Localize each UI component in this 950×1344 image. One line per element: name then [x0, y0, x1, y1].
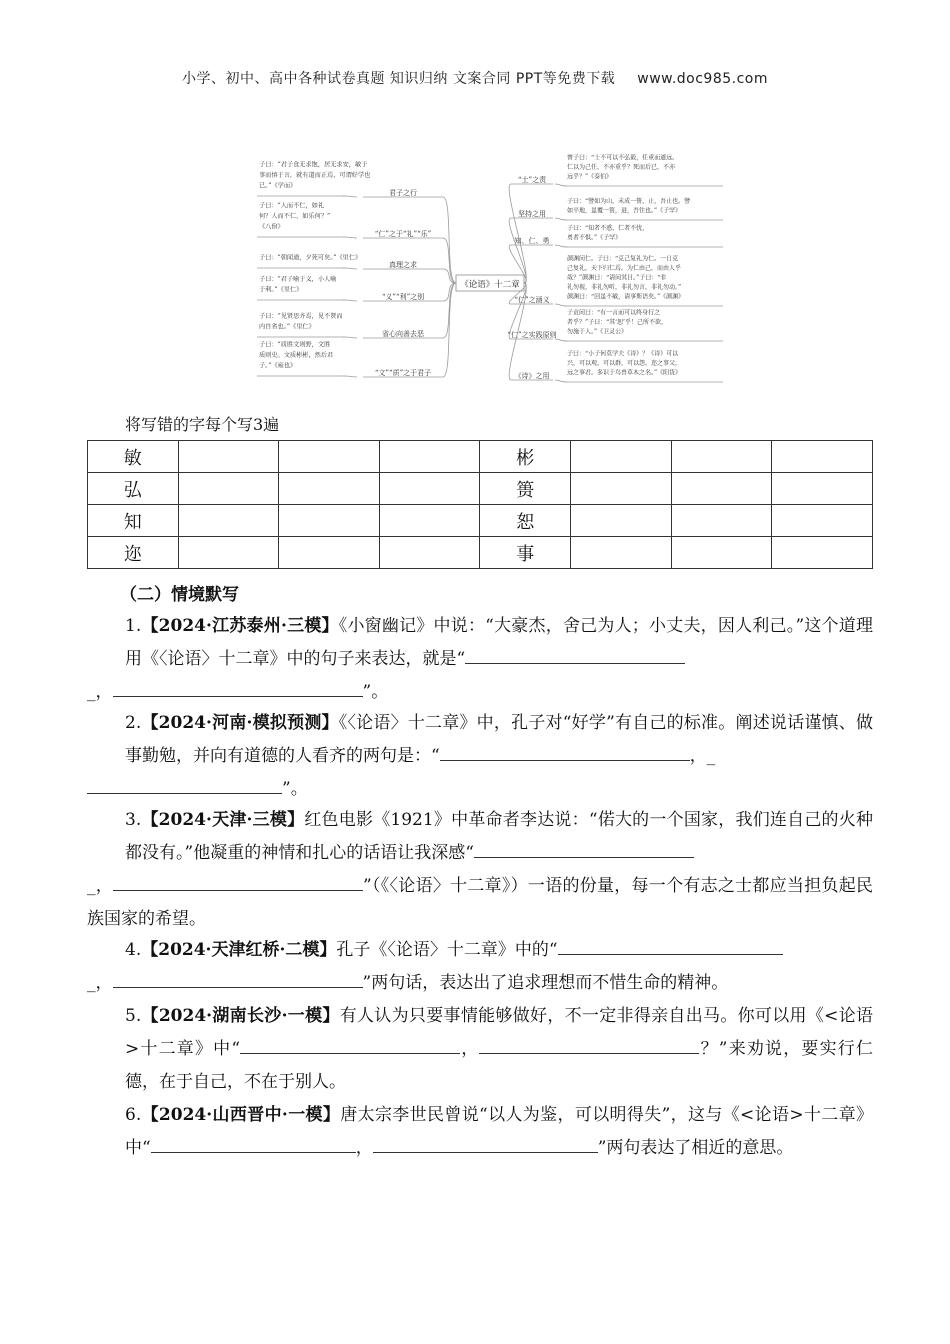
mindmap-node: “义”“利”之别	[381, 293, 425, 301]
mindmap-quote: 己复礼，天下归仁焉。为仁由己，而由人乎	[567, 265, 682, 272]
practice-cell[interactable]	[379, 505, 480, 537]
char-cell: 迩	[88, 537, 179, 569]
mindmap-node: “仁”之于“礼”“乐”	[374, 230, 432, 238]
practice-cell[interactable]	[178, 441, 279, 473]
instruction: 将写错的字每个写3遍	[125, 415, 280, 434]
practice-cell[interactable]	[772, 441, 873, 473]
char-cell: 恕	[480, 505, 571, 537]
practice-cell[interactable]	[671, 441, 772, 473]
mindmap-quote: 子曰：“人而不仁，如礼	[259, 202, 325, 210]
mindmap-node: 君子之行	[389, 189, 417, 197]
answer-blank[interactable]	[465, 645, 685, 664]
practice-cell[interactable]	[772, 505, 873, 537]
mindmap-quote: 子曰：“质胜文则野，文胜	[259, 341, 331, 349]
mindmap-node: “文”“质”之于君子	[374, 369, 432, 377]
mindmap-node: “士”之责	[517, 176, 547, 184]
mindmap-node: 坚持之用	[518, 210, 546, 218]
question-5: 5.【2024·湖南长沙·一模】有人认为只要事情能够做好，不一定非得亲自出马。你可以用《<论语>十二章》中“ ， ？”来劝说，要实行仁德，在于自己，不在于别人。	[125, 1006, 873, 1092]
char-cell: 敏	[88, 441, 179, 473]
answer-blank[interactable]	[87, 775, 282, 794]
char-row	[88, 441, 873, 473]
question-6: 6.【2024·山西晋中·一模】唐太宗李世民曾说“以人为鉴，可以明得失”，这与《<论语>十二章》中“ ， ”两句表达了相近的意思。	[125, 1105, 873, 1158]
practice-cell[interactable]	[571, 441, 672, 473]
practice-cell[interactable]	[379, 441, 480, 473]
practice-cell[interactable]	[178, 537, 279, 569]
practice-cell[interactable]	[178, 473, 279, 505]
mindmap-quote: 勇者不惧。”《子罕》	[567, 234, 622, 242]
answer-blank[interactable]	[151, 1134, 356, 1153]
mindmap-quote: 事而慎于言，就有道而正焉，可谓好学也	[259, 172, 371, 179]
practice-cell[interactable]	[178, 505, 279, 537]
mindmap-quote: 者乎？”子曰：“其‘恕’乎！己所不欲，	[567, 319, 667, 326]
mindmap-node: 知、仁、勇	[514, 237, 550, 245]
mindmap-quote: 如平地，虽覆一篑，进，吾往也。”《子罕》	[567, 207, 682, 215]
question-2: 2.【2024·河南·模拟预测】《〈论语〉十二章》中，孔子对“好学”有自己的标准。阐述说话谨慎、做事勤勉，并向有道德的人看齐的两句是：“ ，_ ”。	[87, 707, 873, 806]
mindmap-node: “仁”之实践原则	[507, 331, 557, 339]
mindmap-quote: 于利。”《里仁》	[259, 286, 303, 294]
mindmap-quote: 礼勿视，非礼勿听，非礼勿言，非礼勿动。”	[567, 284, 682, 291]
mindmap-quote: 质则史。文质彬彬，然后君	[259, 352, 334, 359]
char-cell: 弘	[88, 473, 179, 505]
answer-blank[interactable]	[474, 839, 694, 858]
mindmap-quote: 子贡问曰：“有一言而可以终身行之	[567, 309, 661, 317]
practice-cell[interactable]	[279, 537, 380, 569]
mindmap-quote: 《八佾》	[259, 223, 284, 231]
mindmap-node: “仁”之涵义	[514, 296, 550, 304]
practice-cell[interactable]	[772, 537, 873, 569]
header-text: 小学、初中、高中各种试卷真题 知识归纳 文案合同 PPT等免费下载	[181, 71, 616, 87]
char-cell: 彬	[480, 441, 571, 473]
header-site: www.doc985.com	[637, 71, 769, 87]
mindmap-quote: 子曰：“见贤思齐焉，见不贤而	[259, 313, 343, 320]
mindmap-node: 省心向善去恶	[382, 330, 424, 338]
section-title: （二）情境默写	[120, 585, 239, 605]
answer-blank[interactable]	[113, 969, 363, 988]
practice-cell[interactable]	[571, 473, 672, 505]
mindmap-quote: 子曰：“小子何莫学夫《诗》？《诗》可以	[567, 350, 679, 358]
practice-cell[interactable]	[671, 473, 772, 505]
char-cell: 知	[88, 505, 179, 537]
answer-blank[interactable]	[240, 1035, 460, 1054]
answer-blank[interactable]	[373, 1134, 598, 1153]
practice-cell[interactable]	[379, 473, 480, 505]
char-row	[88, 473, 873, 505]
answer-blank[interactable]	[558, 936, 783, 955]
practice-cell[interactable]	[772, 473, 873, 505]
mindmap-quote: 哉？”颜渊曰：“请问其目。”子曰：“非	[567, 274, 667, 282]
char-cell: 篑	[480, 473, 571, 505]
mindmap-quote: 颜渊曰：“回虽不敏，请事斯语矣。”《颜渊》	[567, 293, 685, 301]
mind-map	[253, 152, 728, 392]
mindmap-quote: 勿施于人。”《卫灵公》	[567, 328, 628, 336]
mindmap-quote: 仁以为己任，不亦重乎？死而后已，不亦	[567, 164, 676, 171]
mindmap-quote: 兴，可以观，可以群，可以怨。迩之事父，	[567, 360, 682, 367]
mindmap-quote: 何？人而不仁，如乐何？”	[259, 213, 331, 220]
practice-cell[interactable]	[571, 537, 672, 569]
answer-blank[interactable]	[113, 678, 363, 697]
question-3: 3.【2024·天津·三模】红色电影《1921》中革命者李达说：“偌大的一个国家，我们连自己的火种都没有。”他凝重的神情和扎心的话语让我深感“ _， ”（《〈论语〉十二章》）一语的份量，每一个有志之士都应当担负起民族国家的希望。	[87, 810, 874, 929]
mindmap-quote: 子曰：“君子食无求饱，居无求安，敏于	[259, 161, 368, 169]
practice-cell[interactable]	[379, 537, 480, 569]
practice-cell[interactable]	[279, 505, 380, 537]
mindmap-quote: 子曰：“譬如为山，未成一篑，止，吾止也。譬	[567, 198, 691, 205]
char-practice-table	[87, 440, 873, 569]
mindmap-quote: 子曰：“朝闻道，夕死可矣。”《里仁》	[259, 254, 362, 262]
question-4: 4.【2024·天津红桥·二模】孔子《〈论语〉十二章》中的“ _， ”两句话，表达出了追求理想而不惜生命的精神。	[87, 934, 873, 1000]
mindmap-quote: 子。”《雍也》	[259, 362, 297, 370]
char-row	[88, 505, 873, 537]
mindmap-center: 《论语》十二章	[460, 280, 520, 290]
practice-cell[interactable]	[571, 505, 672, 537]
practice-cell[interactable]	[671, 505, 772, 537]
mindmap-quote: 子曰：“知者不惑，仁者不忧，	[567, 225, 649, 232]
mindmap-quote: 内自省也。”《里仁》	[259, 323, 315, 331]
mindmap-quote: 颜渊问仁。子曰：“克己复礼为仁。一日克	[567, 255, 679, 263]
char-row	[88, 537, 873, 569]
mindmap-quote: 已。”《学而》	[259, 182, 297, 190]
practice-cell[interactable]	[671, 537, 772, 569]
mindmap-quote: 远之事君。多识于鸟兽草木之名。”《阳货》	[567, 369, 682, 377]
practice-cell[interactable]	[279, 473, 380, 505]
char-cell: 事	[480, 537, 571, 569]
mindmap-quote: 曾子曰：“士不可以不弘毅，任重而道远。	[567, 154, 679, 162]
mindmap-quote: 子曰：“君子喻于义，小人喻	[259, 276, 337, 283]
answer-blank[interactable]	[440, 742, 690, 761]
page-header	[0, 68, 950, 88]
mindmap-node: 真理之求	[389, 261, 417, 269]
practice-cell[interactable]	[279, 441, 380, 473]
mindmap-quote: 远乎？”《泰伯》	[567, 173, 613, 181]
answer-blank[interactable]	[479, 1035, 699, 1054]
mindmap-node: 《诗》之用	[514, 372, 550, 380]
answer-blank[interactable]	[113, 872, 363, 891]
question-1: 1.【2024·江苏泰州·三模】《小窗幽记》中说：“大豪杰，舍己为人；小丈夫，因人利己。”这个道理用《〈论语〉十二章》中的句子来表达，就是“ _， ”。	[87, 616, 873, 702]
